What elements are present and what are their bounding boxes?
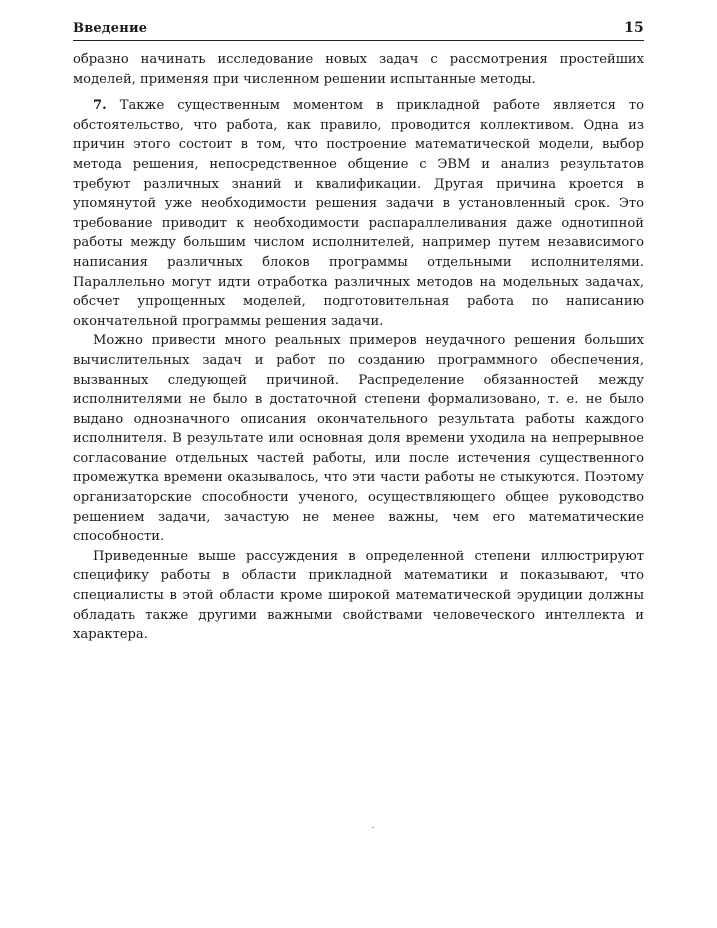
book-page [73, 18, 644, 645]
paragraph [73, 547, 644, 645]
body-text [73, 50, 644, 645]
running-head [73, 18, 644, 39]
paragraph-continuation [73, 50, 644, 89]
section-title: Введение [73, 21, 148, 36]
paragraph-text: Также существенным моментом в прикладной работе является то обстоятельство, что работа, как правило, проводится коллективом. Одна из причин этого состоит в том, что построение математической модели, выбор метода решения, непосредственное общение с ЭВМ и анализ результатов требуют различных знаний и квалификации. Другая причина кроется в упомянутой уже необходимости решения задачи в установленный срок. Это требование приводит к необходимости распараллеливания даже однотипной работы между большим числом исполнителей, например путем независимого написания различных блоков программы отдельными исполнителями. Параллельно могут идти отработка различных методов на модельных задачах, обсчет упрощенных моделей, подготовительная работа по написанию окончательной программы решения задачи. [73, 98, 644, 329]
paragraph-text: образно начинать исследование новых задач с рассмотрения простейших моделей, применяя при численном решении испытанные методы. [73, 52, 644, 87]
paragraph-text: Приведенные выше рассуждения в определенной степени иллюстрируют специфику работы в области прикладной математики и показывают, что специалисты в этой области кроме широкой математической эрудиции должны обладать также другими важными свойствами человеческого интеллекта и характера. [73, 548, 644, 643]
header-rule [73, 40, 644, 41]
paragraph [73, 331, 644, 547]
paragraph-item-7 [73, 96, 644, 331]
scan-speck [372, 827, 374, 828]
page-number: 15 [624, 20, 644, 36]
paragraph-text: Можно привести много реальных примеров неудачного решения больших вычислительных задач и работ по созданию программного обеспечения, вызванных следующей причиной. Распределение обязанностей между исполнителями не было в достаточной степени формализовано, т. е. не было выдано однозначного описания окончательного результата работы каждого исполнителя. В результате или основная доля времени уходила на непрерывное согласование отдельных частей работы, или после истечения существенного промежутка времени оказывалось, что эти части работы не стыкуются. Поэтому организаторские способности ученого, осуществляющего общее руководство решением задачи, зачастую не менее важны, чем его математические способности. [73, 333, 644, 545]
item-number: 7. [93, 98, 107, 114]
